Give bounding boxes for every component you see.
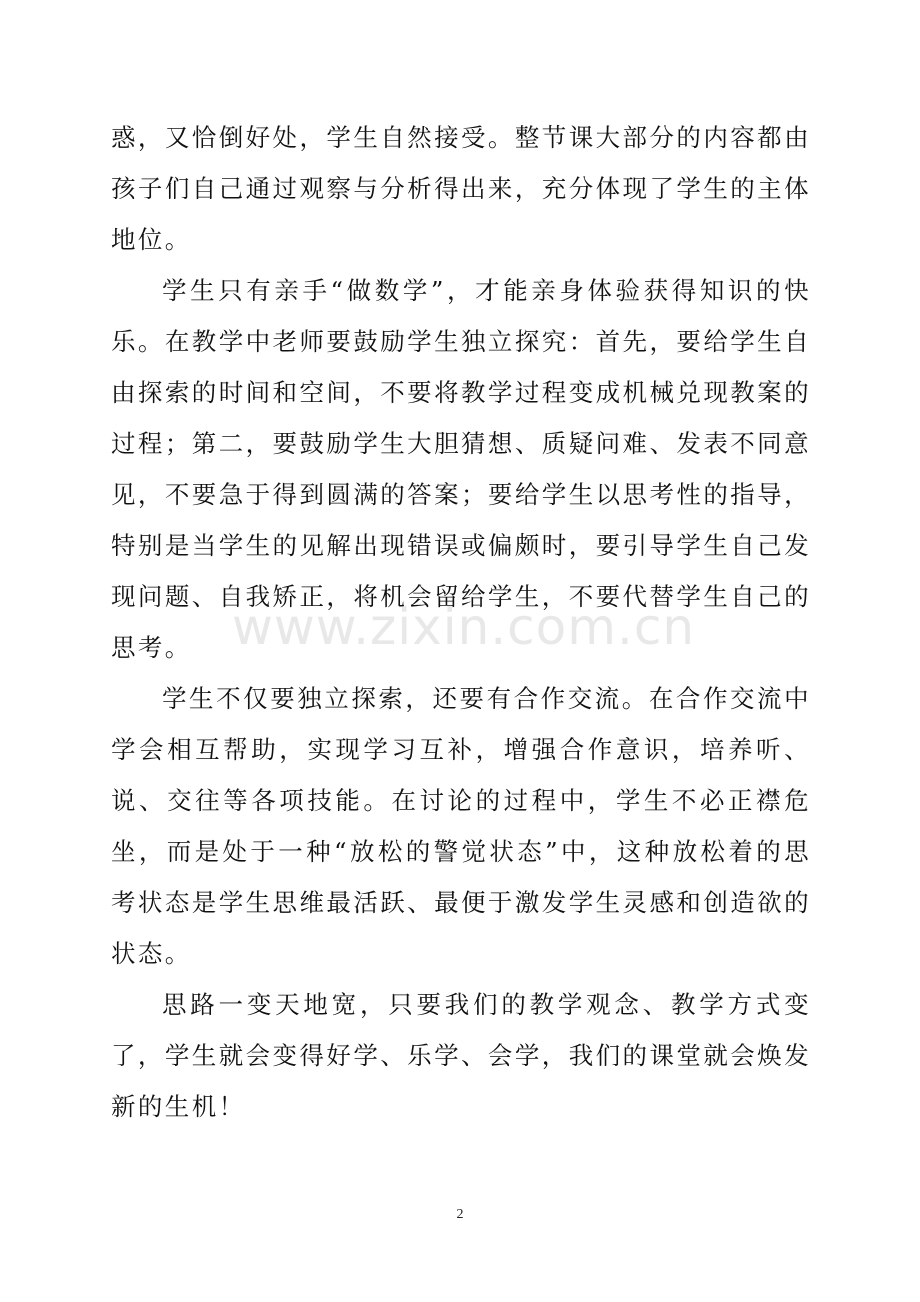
page-number: 2: [456, 1207, 464, 1222]
paragraph-independent-exploration: 学生只有亲手“做数学”，才能亲身体验获得知识的快乐。在教学中老师要鼓励学生独立探究：首先，要给学生自由探索的时间和空间，不要将教学过程变成机械兑现教案的过程；第二，要鼓励学生大胆猜想、质疑问难、发表不同意见，不要急于得到圆满的答案；要给学生以思考性的指导，特别是当学生的见解出现错误或偏颇时，要引导学生自己发现问题、自我矫正，将机会留给学生，不要代替学生自己的思考。: [111, 276, 811, 662]
paragraph-cooperative-exchange: 学生不仅要独立探索，还要有合作交流。在合作交流中学会相互帮助，实现学习互补，增强合作意识，培养听、说、交往等各项技能。在讨论的过程中，学生不必正襟危坐，而是处于一种“放松的警觉状态”中，这种放松着的思考状态是学生思维最活跃、最便于激发学生灵感和创造欲的状态。: [111, 684, 811, 968]
document-body: [111, 112, 811, 1132]
paragraph-continuation: 惑，又恰倒好处，学生自然接受。整节课大部分的内容都由孩子们自己通过观察与分析得出来，充分体现了学生的主体地位。: [111, 123, 811, 254]
paragraph-conclusion: 思路一变天地宽，只要我们的教学观念、教学方式变了，学生就会变得好学、乐学、会学，我们的课堂就会焕发新的生机！: [111, 990, 811, 1121]
watermark: www.zixin.com.cn: [232, 598, 696, 656]
